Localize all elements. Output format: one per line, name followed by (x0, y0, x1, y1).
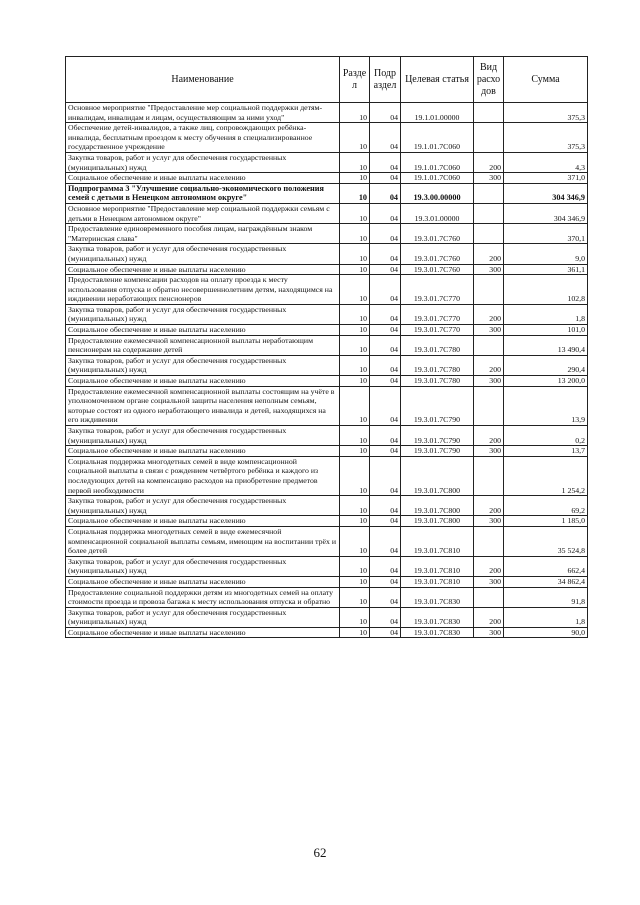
row-expense-type-cell: 200 (474, 304, 504, 324)
row-podrazdel-cell: 04 (370, 275, 401, 305)
row-razdel-cell: 10 (340, 173, 370, 184)
row-podrazdel-cell: 04 (370, 224, 401, 244)
row-razdel-cell: 10 (340, 335, 370, 355)
table-row (66, 496, 588, 516)
row-target-article-cell: 19.3.01.7С760 (401, 224, 474, 244)
row-name-cell: Социальная поддержка многодетных семей в виде ежемесячной компенсационной социальной выплаты семьям, имеющим на воспитании трёх и более детей (66, 526, 340, 556)
row-expense-type-cell: 200 (474, 152, 504, 172)
row-target-article-cell: 19.3.01.7С790 (401, 446, 474, 457)
table-header-row (66, 57, 588, 103)
row-name-cell: Основное мероприятие "Предоставление мер социальной поддержки детям-инвалидам, инвалидам и лицам, осуществляющим за ними уход" (66, 103, 340, 123)
row-sum-cell: 13 490,4 (504, 335, 588, 355)
row-name-cell: Социальное обеспечение и иные выплаты населению (66, 173, 340, 184)
row-sum-cell: 1 254,2 (504, 456, 588, 495)
row-expense-type-cell: 200 (474, 355, 504, 375)
row-razdel-cell: 10 (340, 152, 370, 172)
row-expense-type-cell: 200 (474, 607, 504, 627)
row-name-cell: Предоставление социальной поддержки детям из многодетных семей на оплату стоимости проезда и провоза багажа к месту использования отпуска и обратно (66, 587, 340, 607)
row-expense-type-cell (474, 224, 504, 244)
row-podrazdel-cell: 04 (370, 556, 401, 576)
row-target-article-cell: 19.3.01.7С810 (401, 576, 474, 587)
row-podrazdel-cell: 04 (370, 203, 401, 223)
row-name-cell: Социальное обеспечение и иные выплаты населению (66, 627, 340, 638)
row-target-article-cell: 19.3.01.7С830 (401, 627, 474, 638)
row-razdel-cell: 10 (340, 355, 370, 375)
budget-table (65, 56, 588, 638)
row-target-article-cell: 19.3.01.7С770 (401, 304, 474, 324)
table-row (66, 275, 588, 305)
row-sum-cell: 90,0 (504, 627, 588, 638)
row-podrazdel-cell: 04 (370, 173, 401, 184)
row-name-cell: Закупка товаров, работ и услуг для обеспечения государственных (муниципальных) нужд (66, 607, 340, 627)
row-podrazdel-cell: 04 (370, 264, 401, 275)
table-body (66, 103, 588, 638)
row-expense-type-cell: 300 (474, 627, 504, 638)
row-podrazdel-cell: 04 (370, 103, 401, 123)
row-podrazdel-cell: 04 (370, 446, 401, 457)
table-row (66, 556, 588, 576)
row-podrazdel-cell: 04 (370, 325, 401, 336)
row-expense-type-cell (474, 587, 504, 607)
row-razdel-cell: 10 (340, 264, 370, 275)
row-sum-cell: 375,3 (504, 123, 588, 153)
row-podrazdel-cell: 04 (370, 607, 401, 627)
row-razdel-cell: 10 (340, 325, 370, 336)
row-target-article-cell: 19.3.01.7С780 (401, 376, 474, 387)
row-target-article-cell: 19.1.01.7С060 (401, 152, 474, 172)
row-target-article-cell: 19.1.01.00000 (401, 103, 474, 123)
row-sum-cell: 101,0 (504, 325, 588, 336)
row-sum-cell: 290,4 (504, 355, 588, 375)
table-row (66, 627, 588, 638)
table-row (66, 123, 588, 153)
row-podrazdel-cell: 04 (370, 386, 401, 425)
row-name-cell: Закупка товаров, работ и услуг для обеспечения государственных (муниципальных) нужд (66, 556, 340, 576)
row-target-article-cell: 19.3.01.7С800 (401, 516, 474, 527)
table-row (66, 526, 588, 556)
row-sum-cell: 91,8 (504, 587, 588, 607)
row-sum-cell: 361,1 (504, 264, 588, 275)
row-razdel-cell: 10 (340, 426, 370, 446)
table-row (66, 576, 588, 587)
row-expense-type-cell: 200 (474, 244, 504, 264)
row-expense-type-cell: 200 (474, 426, 504, 446)
row-name-cell: Социальное обеспечение и иные выплаты населению (66, 446, 340, 457)
table-row (66, 325, 588, 336)
row-sum-cell: 370,1 (504, 224, 588, 244)
row-name-cell: Социальное обеспечение и иные выплаты населению (66, 576, 340, 587)
row-name-cell: Подпрограмма 3 "Улучшение социально-экономического положения семей с детьми в Ненецком автономном округе" (66, 183, 340, 203)
table-row (66, 587, 588, 607)
header-target-article: Целевая статья (401, 57, 474, 103)
table-row (66, 516, 588, 527)
row-name-cell: Предоставление ежемесячной компенсационной выплаты неработающим пенсионерам на содержание детей (66, 335, 340, 355)
row-sum-cell: 1 185,0 (504, 516, 588, 527)
row-sum-cell: 0,2 (504, 426, 588, 446)
row-podrazdel-cell: 04 (370, 355, 401, 375)
row-razdel-cell: 10 (340, 244, 370, 264)
row-name-cell: Предоставление единовременного пособия лицам, награждённым знаком "Материнская слава" (66, 224, 340, 244)
row-expense-type-cell (474, 335, 504, 355)
row-target-article-cell: 19.3.01.7С780 (401, 335, 474, 355)
table-row (66, 203, 588, 223)
page-number: 62 (313, 845, 327, 860)
table-row (66, 224, 588, 244)
row-expense-type-cell (474, 123, 504, 153)
row-name-cell: Закупка товаров, работ и услуг для обеспечения государственных (муниципальных) нужд (66, 244, 340, 264)
row-podrazdel-cell: 04 (370, 376, 401, 387)
row-sum-cell: 102,8 (504, 275, 588, 305)
row-podrazdel-cell: 04 (370, 627, 401, 638)
row-razdel-cell: 10 (340, 496, 370, 516)
row-target-article-cell: 19.3.01.7С770 (401, 275, 474, 305)
table-row (66, 426, 588, 446)
table-row (66, 244, 588, 264)
table-row (66, 355, 588, 375)
header-expense-type: Вид расхо дов (474, 57, 504, 103)
row-razdel-cell: 10 (340, 386, 370, 425)
row-expense-type-cell (474, 203, 504, 223)
table-row (66, 376, 588, 387)
row-razdel-cell: 10 (340, 103, 370, 123)
row-razdel-cell: 10 (340, 456, 370, 495)
row-expense-type-cell (474, 456, 504, 495)
row-razdel-cell: 10 (340, 304, 370, 324)
row-name-cell: Закупка товаров, работ и услуг для обеспечения государственных (муниципальных) нужд (66, 355, 340, 375)
row-target-article-cell: 19.1.01.7С060 (401, 173, 474, 184)
row-name-cell: Закупка товаров, работ и услуг для обеспечения государственных (муниципальных) нужд (66, 426, 340, 446)
row-razdel-cell: 10 (340, 556, 370, 576)
row-razdel-cell: 10 (340, 275, 370, 305)
table-row (66, 173, 588, 184)
row-sum-cell: 69,2 (504, 496, 588, 516)
row-sum-cell: 1,8 (504, 607, 588, 627)
row-razdel-cell: 10 (340, 203, 370, 223)
row-expense-type-cell: 300 (474, 325, 504, 336)
row-target-article-cell: 19.3.01.7С800 (401, 496, 474, 516)
row-podrazdel-cell: 04 (370, 183, 401, 203)
row-expense-type-cell: 300 (474, 446, 504, 457)
table-row (66, 386, 588, 425)
table-row (66, 335, 588, 355)
row-target-article-cell: 19.3.01.7С760 (401, 244, 474, 264)
header-razdel: Разде л (340, 57, 370, 103)
table-row (66, 152, 588, 172)
header-name: Наименование (66, 57, 340, 103)
table-row (66, 446, 588, 457)
row-sum-cell: 13 200,0 (504, 376, 588, 387)
row-razdel-cell: 10 (340, 376, 370, 387)
row-target-article-cell: 19.3.01.7С830 (401, 607, 474, 627)
row-expense-type-cell: 200 (474, 496, 504, 516)
row-razdel-cell: 10 (340, 526, 370, 556)
table-row (66, 103, 588, 123)
row-podrazdel-cell: 04 (370, 152, 401, 172)
row-name-cell: Закупка товаров, работ и услуг для обеспечения государственных (муниципальных) нужд (66, 496, 340, 516)
header-sum: Сумма (504, 57, 588, 103)
row-sum-cell: 304 346,9 (504, 203, 588, 223)
header-podrazdel: Подр аздел (370, 57, 401, 103)
row-sum-cell: 1,8 (504, 304, 588, 324)
row-sum-cell: 662,4 (504, 556, 588, 576)
row-target-article-cell: 19.3.01.7С830 (401, 587, 474, 607)
row-name-cell: Основное мероприятие "Предоставление мер социальной поддержки семьям с детьми в Ненецком автономном округе" (66, 203, 340, 223)
row-razdel-cell: 10 (340, 446, 370, 457)
row-podrazdel-cell: 04 (370, 576, 401, 587)
row-expense-type-cell: 300 (474, 516, 504, 527)
row-target-article-cell: 19.3.01.7С790 (401, 386, 474, 425)
row-expense-type-cell: 200 (474, 556, 504, 576)
row-sum-cell: 304 346,9 (504, 183, 588, 203)
row-podrazdel-cell: 04 (370, 304, 401, 324)
row-sum-cell: 13,9 (504, 386, 588, 425)
row-podrazdel-cell: 04 (370, 335, 401, 355)
row-expense-type-cell: 300 (474, 173, 504, 184)
row-expense-type-cell: 300 (474, 264, 504, 275)
row-podrazdel-cell: 04 (370, 526, 401, 556)
row-name-cell: Социальное обеспечение и иные выплаты населению (66, 264, 340, 275)
row-target-article-cell: 19.3.01.7С810 (401, 556, 474, 576)
row-target-article-cell: 19.3.01.7С780 (401, 355, 474, 375)
row-razdel-cell: 10 (340, 183, 370, 203)
row-podrazdel-cell: 04 (370, 426, 401, 446)
row-target-article-cell: 19.3.01.7С760 (401, 264, 474, 275)
row-expense-type-cell (474, 386, 504, 425)
row-podrazdel-cell: 04 (370, 244, 401, 264)
row-target-article-cell: 19.3.01.7С790 (401, 426, 474, 446)
row-sum-cell: 34 862,4 (504, 576, 588, 587)
row-target-article-cell: 19.3.01.00000 (401, 203, 474, 223)
row-name-cell: Закупка товаров, работ и услуг для обеспечения государственных (муниципальных) нужд (66, 304, 340, 324)
row-sum-cell: 4,3 (504, 152, 588, 172)
row-sum-cell: 375,3 (504, 103, 588, 123)
row-name-cell: Предоставление ежемесячной компенсационной выплаты состоящим на учёте в уполномоченном органе социальной защиты населения неполным семьям, которые состоят из одного неработающего инвалида и детей, находящихся на его иждивении (66, 386, 340, 425)
row-name-cell: Социальная поддержка многодетных семей в виде компенсационной социальной выплаты в связи с рождением четвёртого ребёнка и каждого из последующих детей на компенсацию расходов на приобретение предметов первой необходимости (66, 456, 340, 495)
row-sum-cell: 371,0 (504, 173, 588, 184)
table-row (66, 607, 588, 627)
row-razdel-cell: 10 (340, 123, 370, 153)
table-row (66, 264, 588, 275)
row-expense-type-cell (474, 183, 504, 203)
row-podrazdel-cell: 04 (370, 123, 401, 153)
row-target-article-cell: 19.3.01.7С770 (401, 325, 474, 336)
row-expense-type-cell: 300 (474, 376, 504, 387)
row-razdel-cell: 10 (340, 627, 370, 638)
table-row (66, 456, 588, 495)
row-name-cell: Предоставление компенсации расходов на оплату проезда к месту использования отпуска и обратно несовершеннолетним детям, находящимся на иждивении неработающих пенсионеров (66, 275, 340, 305)
row-target-article-cell: 19.3.01.7С810 (401, 526, 474, 556)
row-razdel-cell: 10 (340, 516, 370, 527)
row-podrazdel-cell: 04 (370, 456, 401, 495)
table-row (66, 183, 588, 203)
row-sum-cell: 13,7 (504, 446, 588, 457)
row-razdel-cell: 10 (340, 607, 370, 627)
row-podrazdel-cell: 04 (370, 516, 401, 527)
table-row (66, 304, 588, 324)
row-expense-type-cell (474, 103, 504, 123)
row-name-cell: Социальное обеспечение и иные выплаты населению (66, 325, 340, 336)
row-sum-cell: 35 524,8 (504, 526, 588, 556)
row-target-article-cell: 19.3.01.7С800 (401, 456, 474, 495)
row-razdel-cell: 10 (340, 587, 370, 607)
row-target-article-cell: 19.1.01.7С060 (401, 123, 474, 153)
row-expense-type-cell (474, 275, 504, 305)
row-target-article-cell: 19.3.00.00000 (401, 183, 474, 203)
row-name-cell: Социальное обеспечение и иные выплаты населению (66, 516, 340, 527)
row-podrazdel-cell: 04 (370, 587, 401, 607)
row-razdel-cell: 10 (340, 576, 370, 587)
row-sum-cell: 9,0 (504, 244, 588, 264)
row-razdel-cell: 10 (340, 224, 370, 244)
row-name-cell: Обеспечение детей-инвалидов, а также лиц, сопровождающих ребёнка-инвалида, бесплатным проездом к месту обучения в специализированное государственное учреждение (66, 123, 340, 153)
row-name-cell: Закупка товаров, работ и услуг для обеспечения государственных (муниципальных) нужд (66, 152, 340, 172)
row-expense-type-cell: 300 (474, 576, 504, 587)
row-podrazdel-cell: 04 (370, 496, 401, 516)
row-name-cell: Социальное обеспечение и иные выплаты населению (66, 376, 340, 387)
row-expense-type-cell (474, 526, 504, 556)
